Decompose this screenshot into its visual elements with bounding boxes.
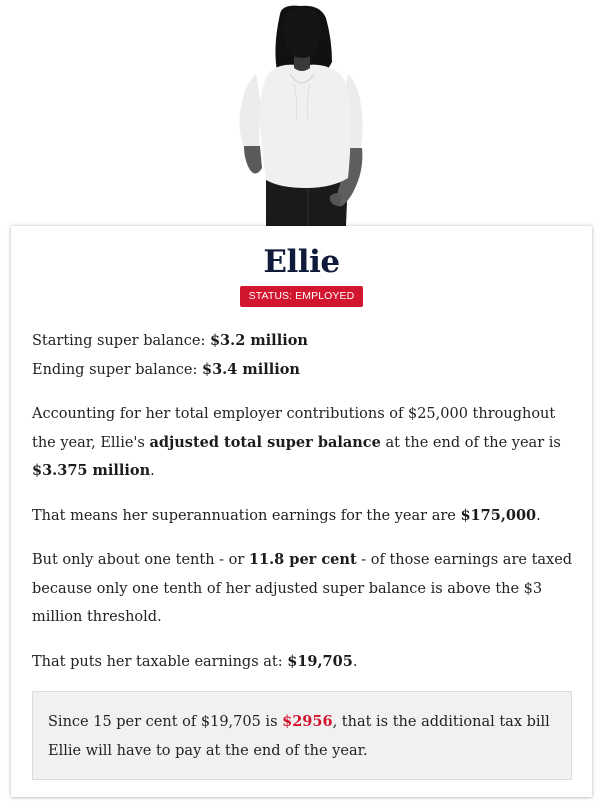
balance-summary — [32, 327, 576, 384]
taxable-earnings-paragraph: That puts her taxable earnings at: $19,705. — [32, 652, 358, 670]
adjusted-balance-paragraph: Accounting for her total employer contributions of $25,000 throughout the year, Ellie's adjusted total super balance at the end of the year is $3.375 million. — [32, 406, 561, 479]
ending-balance-value: $3.4 million — [202, 360, 300, 378]
tax-bill-amount: $2956 — [282, 713, 333, 730]
starting-balance-value: $3.2 million — [209, 332, 308, 349]
explanation-text — [32, 327, 576, 692]
person-name: Ellie — [263, 244, 340, 280]
earnings-paragraph: That means her superannuation earnings for the year are $175,000. — [32, 506, 541, 524]
taxed-portion-paragraph: But only about one tenth - or 11.8 per cent - of those earnings are taxed because only one tenth of her adjusted super balance is above the $3 million threshold. — [32, 551, 573, 625]
person-illustration — [222, 0, 382, 232]
profile-card — [11, 226, 592, 797]
starting-balance-label: Starting super balance: — [32, 333, 210, 349]
status-badge: STATUS: EMPLOYED — [240, 286, 364, 307]
ending-balance-label: Ending super balance: — [32, 361, 202, 378]
tax-bill-callout: Since 15 per cent of $19,705 is $2956, that is the additional tax bill Ellie will have to pay at the end of the year. — [32, 691, 572, 780]
